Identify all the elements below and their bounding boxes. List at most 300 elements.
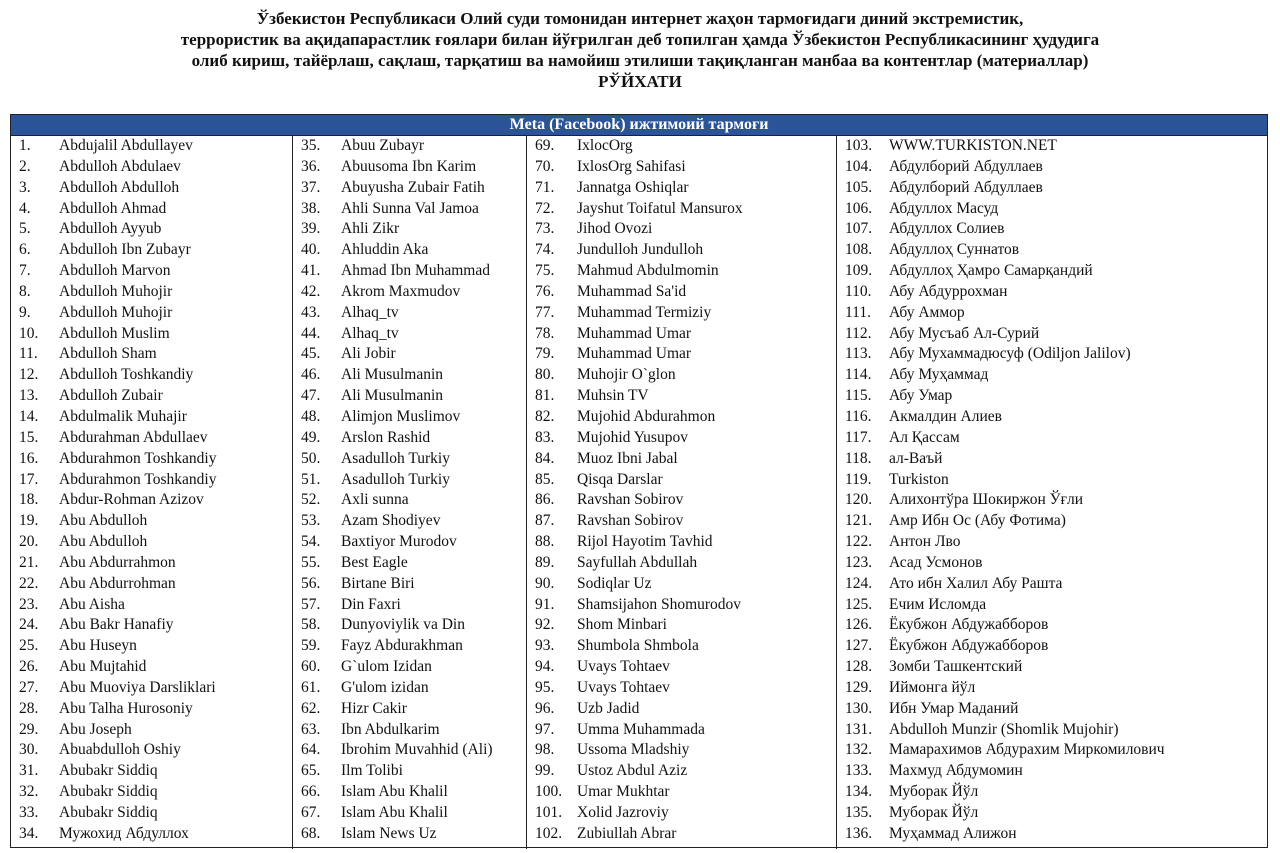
item-number: 59. [301, 637, 321, 655]
item-number: 7. [19, 262, 31, 280]
item-name: Alhaq_tv [341, 303, 399, 321]
item-name: Abdulloh Abdulaev [59, 157, 181, 175]
item-number: 82. [535, 407, 555, 425]
item-number: 43. [301, 303, 321, 321]
item-number: 100. [535, 783, 563, 801]
list-item [293, 324, 526, 345]
list-item [293, 657, 526, 678]
item-number: 28. [19, 699, 39, 717]
item-name: Ahluddin Aka [341, 241, 429, 259]
list-item [11, 553, 292, 574]
item-name: Umma Muhammada [577, 720, 705, 738]
item-number: 55. [301, 553, 321, 571]
item-name: Rijol Hayotim Tavhid [577, 533, 713, 551]
item-name: ал-Ваъй [889, 449, 943, 467]
list-item [527, 219, 836, 240]
list-item [527, 553, 836, 574]
item-name: Muhammad Umar [577, 345, 692, 363]
list-item [11, 761, 292, 782]
list-item [527, 365, 836, 386]
item-number: 104. [845, 157, 873, 175]
item-name: Амр Ибн Ос (Абу Фотима) [889, 512, 1066, 530]
item-name: Dunyoviylik va Din [341, 616, 465, 634]
item-name: Alimjon Muslimov [341, 407, 461, 425]
item-number: 33. [19, 804, 39, 821]
list-item [527, 595, 836, 616]
list-item [293, 803, 526, 824]
list-item [11, 615, 292, 636]
list-item [11, 470, 292, 491]
item-number: 15. [19, 428, 39, 446]
item-number: 66. [301, 783, 321, 801]
list-item [293, 490, 526, 511]
item-name: Abdulloh Munzir (Shomlik Mujohir) [889, 720, 1119, 738]
item-number: 19. [19, 512, 39, 530]
item-number: 30. [19, 741, 39, 759]
item-number: 130. [845, 699, 873, 717]
item-name: Muhsin TV [577, 387, 649, 405]
item-number: 53. [301, 512, 321, 530]
item-number: 12. [19, 366, 39, 384]
list-item [837, 740, 1267, 761]
list-item [837, 678, 1267, 699]
title-line-3: олиб кириш, тайёрлаш, сақлаш, тарқатиш ва намойиш этилиши тақиқланган манбаа ва контентлар (материаллар) [191, 51, 1089, 70]
item-number: 63. [301, 720, 321, 738]
item-number: 128. [845, 658, 873, 676]
item-name: Axli sunna [341, 491, 409, 509]
table-columns [11, 136, 1267, 849]
list-item [837, 761, 1267, 782]
list-item [527, 136, 836, 157]
item-name: Abdurahmon Toshkandiy [59, 449, 217, 467]
item-name: Abu Bakr Hanafiy [59, 616, 174, 634]
item-name: Махмуд Абдумомин [889, 762, 1023, 780]
list-item [293, 720, 526, 741]
item-number: 1. [19, 137, 31, 154]
item-number: 79. [535, 345, 555, 363]
item-name: Abdurahman Abdullaev [59, 428, 208, 446]
item-number: 40. [301, 241, 321, 259]
item-number: 24. [19, 616, 39, 634]
item-name: Best Eagle [341, 553, 408, 571]
item-name: Ибн Умар Маданий [889, 699, 1019, 717]
item-number: 107. [845, 220, 873, 238]
list-item [837, 365, 1267, 386]
item-name: G'ulom izidan [341, 678, 429, 696]
item-name: Din Faxri [341, 595, 401, 613]
item-number: 105. [845, 178, 873, 196]
list-item [837, 803, 1267, 824]
item-name: Ali Jobir [341, 345, 396, 363]
list-item [293, 449, 526, 470]
item-name: Abdulloh Muhojir [59, 282, 173, 300]
item-number: 133. [845, 762, 873, 780]
list-item [11, 699, 292, 720]
item-name: Shamsijahon Shomurodov [577, 595, 742, 613]
item-number: 108. [845, 241, 873, 259]
item-name: Mujohid Abdurahmon [577, 407, 716, 425]
item-number: 96. [535, 699, 555, 717]
item-number: 93. [535, 637, 555, 655]
list-item [11, 428, 292, 449]
item-name: Ал Қассам [889, 428, 960, 446]
item-number: 17. [19, 470, 39, 488]
item-name: Зомби Ташкентский [889, 658, 1023, 676]
item-number: 42. [301, 282, 321, 300]
item-number: 76. [535, 282, 555, 300]
item-number: 117. [845, 428, 872, 446]
item-name: Abdulloh Abdulloh [59, 178, 180, 196]
item-number: 11. [19, 345, 38, 363]
list-item [11, 449, 292, 470]
item-number: 99. [535, 762, 555, 780]
item-name: Ali Musulmanin [341, 387, 444, 405]
list-item [11, 803, 292, 824]
item-number: 46. [301, 366, 321, 384]
list-item [837, 782, 1267, 803]
item-number: 94. [535, 658, 555, 676]
list-item [837, 157, 1267, 178]
list-item [837, 553, 1267, 574]
item-number: 65. [301, 762, 321, 780]
item-name: G`ulom Izidan [341, 658, 432, 676]
list-item [527, 470, 836, 491]
item-name: Shumbola Shmbola [577, 637, 699, 655]
item-name: Muhammad Termiziy [577, 303, 712, 321]
list-item [293, 261, 526, 282]
item-number: 58. [301, 616, 321, 634]
item-number: 48. [301, 407, 321, 425]
item-number: 57. [301, 595, 321, 613]
list-item [293, 136, 526, 157]
list-item [11, 595, 292, 616]
list-item [11, 219, 292, 240]
item-name: Xolid Jazroviy [577, 804, 669, 821]
item-number: 54. [301, 533, 321, 551]
item-name: Sayfullah Abdullah [577, 553, 698, 571]
list-item [293, 615, 526, 636]
item-number: 64. [301, 741, 321, 759]
list-item [527, 657, 836, 678]
list-item [11, 386, 292, 407]
item-number: 67. [301, 804, 321, 821]
item-name: Абдулборий Абдуллаев [889, 178, 1043, 196]
list-item [293, 157, 526, 178]
item-number: 52. [301, 491, 321, 509]
item-number: 26. [19, 658, 39, 676]
item-name: Abubakr Siddiq [59, 783, 158, 801]
item-name: Abu Abdurrohman [59, 574, 176, 592]
item-number: 90. [535, 574, 555, 592]
item-number: 125. [845, 595, 873, 613]
list-item [527, 407, 836, 428]
item-name: Umar Mukhtar [577, 783, 670, 801]
list-item [527, 282, 836, 303]
list-item [527, 782, 836, 803]
item-number: 3. [19, 178, 31, 196]
item-name: Асад Усмонов [889, 553, 983, 571]
list-item [293, 386, 526, 407]
item-number: 29. [19, 720, 39, 738]
list-item [11, 157, 292, 178]
item-number: 92. [535, 616, 555, 634]
list-item [837, 178, 1267, 199]
list-item [293, 407, 526, 428]
item-name: Abdulloh Muslim [59, 324, 170, 342]
list-item [527, 240, 836, 261]
item-name: Ilm Tolibi [341, 762, 403, 780]
list-item [837, 303, 1267, 324]
item-number: 136. [845, 824, 873, 842]
item-number: 101. [535, 804, 563, 821]
item-name: Ато ибн Халил Абу Рашта [889, 574, 1063, 592]
list-item [837, 344, 1267, 365]
item-number: 8. [19, 282, 31, 300]
item-number: 49. [301, 428, 321, 446]
list-item [527, 636, 836, 657]
item-number: 72. [535, 199, 555, 217]
item-number: 83. [535, 428, 555, 446]
list-item [11, 636, 292, 657]
list-item [527, 740, 836, 761]
list-item [837, 490, 1267, 511]
item-name: Muoz Ibni Jabal [577, 449, 678, 467]
list-item [293, 470, 526, 491]
item-name: Zubiullah Abrar [577, 824, 677, 842]
item-number: 31. [19, 762, 39, 780]
list-column-3 [527, 136, 837, 849]
list-item [293, 824, 526, 845]
item-name: Jayshut Toifatul Mansurox [577, 199, 743, 217]
item-name: Arslon Rashid [341, 428, 431, 446]
item-number: 45. [301, 345, 321, 363]
item-number: 41. [301, 262, 321, 280]
list-item [293, 365, 526, 386]
item-name: Ёкубжон Абдужабборов [889, 616, 1049, 634]
item-number: 129. [845, 678, 873, 696]
list-item [293, 636, 526, 657]
item-name: Абу Умар [889, 387, 953, 405]
item-number: 68. [301, 824, 321, 842]
item-number: 109. [845, 262, 873, 280]
list-item [11, 574, 292, 595]
item-number: 51. [301, 470, 321, 488]
list-item [293, 574, 526, 595]
item-number: 23. [19, 595, 39, 613]
item-name: Mujohid Yusupov [577, 428, 688, 446]
item-name: Абу Мусъаб Ал-Сурий [889, 324, 1040, 342]
item-name: Abdulloh Toshkandiy [59, 366, 194, 384]
item-name: Islam News Uz [341, 824, 437, 842]
item-name: Абу Муҳаммад [889, 366, 989, 384]
item-name: Abdulloh Ahmad [59, 199, 167, 217]
item-name: IxlosOrg Sahifasi [577, 157, 686, 175]
item-name: Abdur-Rohman Azizov [59, 491, 204, 509]
list-item [11, 136, 292, 157]
item-name: Muhojir O`glon [577, 366, 676, 384]
item-number: 38. [301, 199, 321, 217]
item-name: Муборак Йўл [889, 783, 979, 801]
item-name: Абу Абдуррохман [889, 282, 1008, 300]
list-item [837, 449, 1267, 470]
item-number: 113. [845, 345, 872, 363]
item-name: Ечим Исломда [889, 595, 987, 613]
list-item [11, 303, 292, 324]
list-item [527, 261, 836, 282]
item-name: Uzb Jadid [577, 699, 640, 717]
list-item [293, 240, 526, 261]
list-item [837, 699, 1267, 720]
item-name: Ustoz Abdul Aziz [577, 762, 688, 780]
list-item [293, 761, 526, 782]
item-number: 70. [535, 157, 555, 175]
item-number: 77. [535, 303, 555, 321]
list-item [837, 720, 1267, 741]
list-item [527, 178, 836, 199]
item-number: 89. [535, 553, 555, 571]
item-number: 115. [845, 387, 872, 405]
item-number: 80. [535, 366, 555, 384]
item-name: Ahli Zikr [341, 220, 400, 238]
item-name: Baxtiyor Murodov [341, 533, 457, 551]
list-item [527, 720, 836, 741]
list-item [11, 782, 292, 803]
item-number: 81. [535, 387, 555, 405]
item-name: Abu Abdulloh [59, 533, 148, 551]
item-number: 126. [845, 616, 873, 634]
list-item [527, 761, 836, 782]
item-name: Ёкубжон Абдужабборов [889, 637, 1049, 655]
item-number: 34. [19, 824, 39, 842]
item-number: 102. [535, 824, 563, 842]
item-name: Abu Joseph [59, 720, 132, 738]
item-name: Islam Abu Khalil [341, 783, 448, 801]
item-name: Birtane Biri [341, 574, 415, 592]
list-item [837, 240, 1267, 261]
item-number: 13. [19, 387, 39, 405]
item-name: Иймонга йўл [889, 678, 976, 696]
item-number: 95. [535, 678, 555, 696]
item-number: 60. [301, 658, 321, 676]
item-name: Abdulloh Zubair [59, 387, 163, 405]
list-item [837, 532, 1267, 553]
item-name: Uvays Tohtaev [577, 678, 670, 696]
item-name: Акмалдин Алиев [889, 407, 1002, 425]
item-name: Alhaq_tv [341, 324, 399, 342]
list-item [11, 261, 292, 282]
item-number: 69. [535, 137, 555, 154]
list-item [527, 199, 836, 220]
list-item [293, 740, 526, 761]
list-item [527, 303, 836, 324]
list-item [527, 344, 836, 365]
item-name: Muhammad Umar [577, 324, 692, 342]
item-number: 119. [845, 470, 872, 488]
item-name: Jundulloh Jundulloh [577, 241, 704, 259]
item-number: 56. [301, 574, 321, 592]
item-number: 98. [535, 741, 555, 759]
item-name: Abubakr Siddiq [59, 762, 158, 780]
item-name: Антон Лво [889, 533, 961, 551]
item-name: Ussoma Mladshiy [577, 741, 690, 759]
item-name: Abuabdulloh Oshiy [59, 741, 181, 759]
list-item [293, 199, 526, 220]
item-number: 120. [845, 491, 873, 509]
item-name: Абдулборий Абдуллаев [889, 157, 1043, 175]
list-item [527, 532, 836, 553]
item-number: 78. [535, 324, 555, 342]
item-number: 14. [19, 407, 39, 425]
item-number: 118. [845, 449, 872, 467]
list-item [527, 678, 836, 699]
item-number: 121. [845, 512, 873, 530]
list-column-4 [837, 136, 1267, 849]
item-number: 85. [535, 470, 555, 488]
list-item [837, 636, 1267, 657]
list-item [837, 824, 1267, 845]
list-item [527, 824, 836, 845]
list-column-2 [293, 136, 527, 849]
item-number: 122. [845, 533, 873, 551]
list-item [527, 157, 836, 178]
item-number: 132. [845, 741, 873, 759]
item-number: 71. [535, 178, 555, 196]
item-name: Abdulloh Sham [59, 345, 157, 363]
item-number: 106. [845, 199, 873, 217]
item-name: Ravshan Sobirov [577, 491, 684, 509]
item-name: Ahli Sunna Val Jamoa [341, 199, 479, 217]
item-name: Abu Abdulloh [59, 512, 148, 530]
item-name: Муборак Йўл [889, 804, 979, 821]
item-name: Абу Мухаммадюсуф (Odiljon Jalilov) [889, 345, 1131, 363]
item-number: 37. [301, 178, 321, 196]
item-name: Asadulloh Turkiy [341, 470, 450, 488]
item-number: 74. [535, 241, 555, 259]
item-number: 39. [301, 220, 321, 238]
list-item [11, 240, 292, 261]
item-name: Мамарахимов Абдурахим Миркомилович [889, 741, 1165, 759]
item-name: Abdulloh Ibn Zubayr [59, 241, 191, 259]
item-name: Muhammad Sa'id [577, 282, 687, 300]
list-item [527, 449, 836, 470]
list-item [11, 199, 292, 220]
item-name: Mahmud Abdulmomin [577, 262, 719, 280]
item-name: Abdurahmon Toshkandiy [59, 470, 217, 488]
item-name: Абдуллох Солиев [889, 220, 1005, 238]
title-line-4: РЎЙХАТИ [598, 72, 682, 91]
list-item [293, 344, 526, 365]
item-name: Ibrohim Muvahhid (Ali) [341, 741, 493, 759]
title-line-2: террористик ва ақидапарастлик ғоялари билан йўғрилган деб топилган ҳамда Ўзбекистон Республикасининг ҳудудига [180, 30, 1100, 49]
list-column-1 [11, 136, 293, 849]
item-name: Abu Mujtahid [59, 658, 147, 676]
item-number: 123. [845, 553, 873, 571]
item-number: 10. [19, 324, 39, 342]
list-item [11, 678, 292, 699]
item-number: 103. [845, 137, 873, 154]
item-number: 114. [845, 366, 872, 384]
list-item [527, 699, 836, 720]
item-name: Abu Talha Hurosoniy [59, 699, 193, 717]
list-item [11, 532, 292, 553]
item-number: 16. [19, 449, 39, 467]
item-name: Абдуллоҳ Суннатов [889, 241, 1020, 259]
item-name: WWW.TURKISTON.NET [889, 137, 1057, 154]
item-number: 4. [19, 199, 31, 217]
document-title [0, 8, 1280, 92]
item-name: Абдуллоҳ Ҳамро Самарқандий [889, 262, 1093, 280]
item-number: 62. [301, 699, 321, 717]
